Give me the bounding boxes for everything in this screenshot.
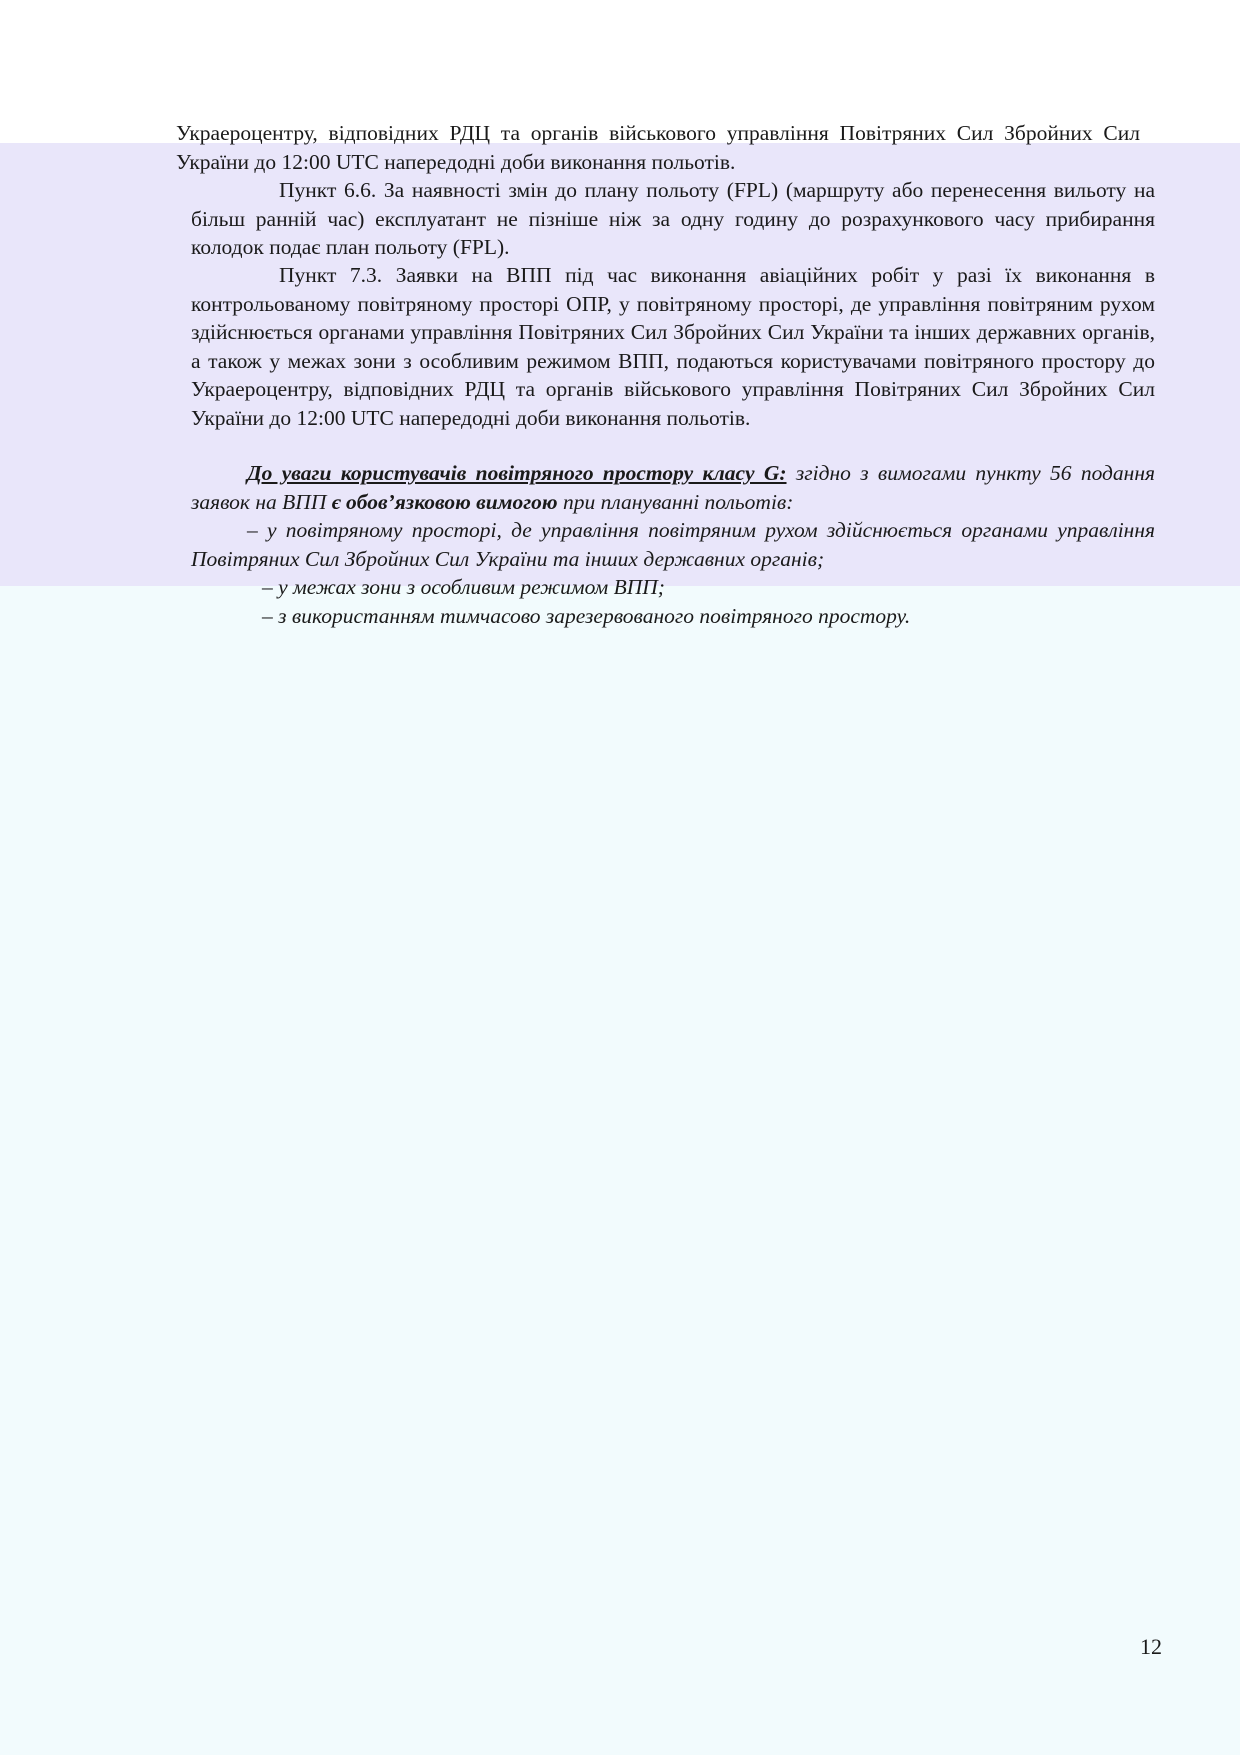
paragraph-continuation: Украероцентру, відповідних РДЦ та органів військового управління Повітряних Сил Збройних Сил України до 12:00 UTC напередодні доби виконання польотів. xyxy=(176,121,1140,174)
notice-lead: До уваги користувачів повітряного простору класу G: xyxy=(247,461,787,485)
paragraph-6-6: Пункт 6.6. За наявності змін до плану польоту (FPL) (маршруту або перенесення вильоту на більш ранній час) експлуатант не пізніше ніж за одну годину до розрахункового часу прибирання колодок подає план польоту (FPL). xyxy=(191,178,1155,259)
page-number: 12 xyxy=(1140,1634,1162,1659)
paragraph-7-3: Пункт 7.3. Заявки на ВПП під час виконання авіаційних робіт у разі їх виконання в контрольованому повітряному просторі ОПР, у повітряному просторі, де управління повітряним рухом здійснюється органами управління Повітряних Сил Збройних Сил України та інших державних органів, а також у межах зони з особливим режимом ВПП, подаються користувачами повітряного простору до Украероцентру, відповідних РДЦ та органів військового управління Повітряних Сил Збройних Сил України до 12:00 UTC напередодні доби виконання польотів. xyxy=(191,263,1155,430)
notice-emphasis: є обов’язковою вимогою xyxy=(331,489,558,514)
notice-paragraph xyxy=(191,459,1155,516)
bullet-item-2: – у межах зони з особливим режимом ВПП; xyxy=(262,575,665,599)
bullet-item-1: – у повітряному просторі, де управління повітряним рухом здійснюється органами управління Повітряних Сил Збройних Сил України та інших державних органів; xyxy=(191,518,1155,571)
notice-text-1: згідно з вимогами пункту 56 подання заявок на ВПП xyxy=(191,461,1156,514)
bullet-item-3: – з використанням тимчасово зарезервованого повітряного простору. xyxy=(262,604,911,628)
page-background-bottom xyxy=(0,586,1240,1755)
notice-text-2: при плануванні польотів: xyxy=(557,489,794,514)
